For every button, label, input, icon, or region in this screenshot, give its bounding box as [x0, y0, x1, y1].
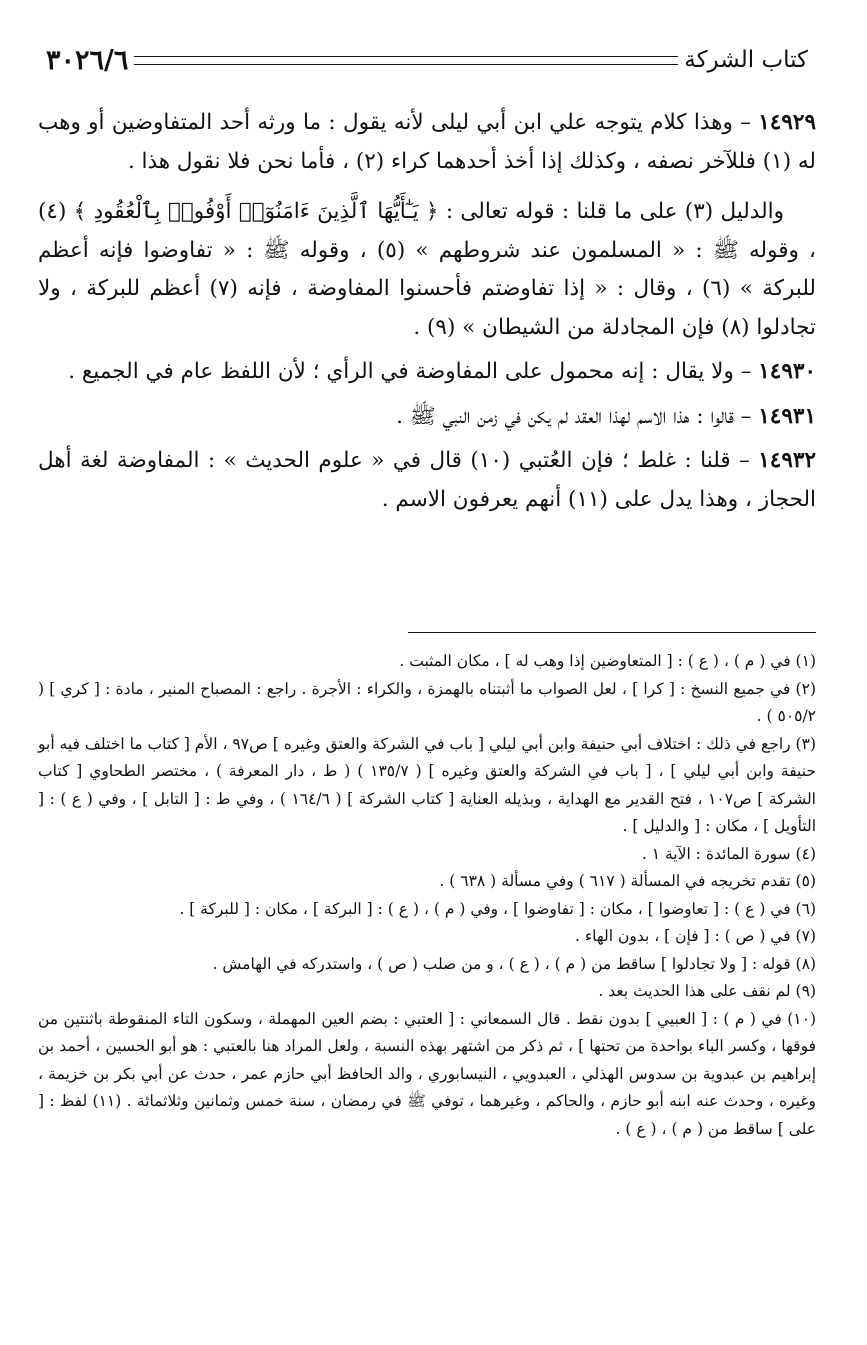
issue-number: ١٤٩٣٠ [758, 359, 816, 384]
paragraph-14930 [38, 353, 816, 392]
book-title: كتاب الشركة [684, 47, 808, 73]
footnote-6: (٦) في ( ع ) : [ تعاوضوا ] ، مكان : [ تفاوضوا ] ، وفي ( م ) ، ( ع ) : [ البركة ] ، مكان : [ للبركة ] . [179, 899, 816, 918]
footnote-3: (٣) راجع في ذلك : اختلاف أبي حنيفة وابن أبي ليلي [ باب في الشركة والعتق وغيره ] ص٩٧ ، الأم [ كتاب ما اختلف فيه أبو حنيفة وابن أبي ليلي ] ، [ باب في الشركة والعتق وغيره ] ( ١٣٥/٧ ) ( ط ، دار المعرفة ) ، مختصر الطحاوي [ كتاب الشركة ] ص١٠٧ ، فتح القدير مع الهداية ، وبذيله العناية [ كتاب الشركة ] ( ١٦٤/٦ ) ، وفي ط : [ التابل ] ، وفي ( ع ) : [ التأويل ] ، مكان : [ والدليل ] . [38, 734, 816, 835]
paragraph-text: – قالوا : هذا الاسم لهذا العقد لم يكن في زمن النبي ﷺ . [396, 403, 759, 429]
footnote-4: (٤) سورة المائدة : الآية ١ . [641, 844, 816, 863]
paragraph-14932 [38, 442, 816, 519]
paragraph-text: – قلنا : غلط ؛ فإن العُتبي (١٠) قال في « علوم الحديث » : المفاوضة لغة أهل الحجاز ، وهذا يدل على (١١) أنهم يعرفون الاسم . [38, 448, 816, 512]
paragraph-evidence [38, 193, 816, 347]
paragraph-text: والدليل (٣) على ما قلنا : قوله تعالى : ﴿ يَـٰٓأَيُّهَا ٱلَّذِينَ ءَامَنُوٓا۟ أَوْفُوا۟ بِٱلْعُقُودِ ﴾ (٤) ، وقوله ﷺ : « المسلمون عند شروطهم » (٥) ، وقوله ﷺ : « تفاوضوا فإنه أعظم للبركة » (٦) ، وقال : « إذا تفاوضتم فأحسنوا المفاوضة ، فإنه (٧) أعظم للبركة ، ولا تجادلوا (٨) فإن المجادلة من الشيطان » (٩) . [38, 199, 816, 340]
issue-number: ١٤٩٣١ [758, 403, 816, 429]
footnote-7: (٧) في ( ص ) : [ فإن ] ، بدون الهاء . [575, 927, 816, 945]
paragraph-text: – وهذا كلام يتوجه علي ابن أبي ليلى لأنه يقول : ما ورثه أحد المتفاوضين أو وهب له (١) فللآخر نصفه ، وكذلك إذا أخذ أحدهما كراء (٢) ، فأما نحن فلا نقول هذا . [38, 110, 816, 174]
footnote-8: (٨) قوله : [ ولا تجادلوا ] ساقط من ( م ) ، ( ع ) ، و من صلب ( ص ) ، واستدركه في الهامش . [212, 954, 816, 973]
issue-number: ١٤٩٣٢ [758, 448, 816, 473]
footnote-1: (١) في ( م ) ، ( ع ) : [ المتعاوضين إذا وهب له ] ، مكان المثبت . [399, 652, 816, 670]
paragraph-text: – ولا يقال : إنه محمول على المفاوضة في الرأي ؛ لأن اللفظ عام في الجميع . [68, 359, 759, 384]
paragraph-14931 [38, 398, 816, 437]
paragraph-14929 [38, 104, 816, 181]
footnote-separator [408, 632, 816, 633]
header-rule [134, 56, 678, 65]
footnote-2: (٢) في جميع النسخ : [ كرا ] ، لعل الصواب ما أثبتناه بالهمزة ، والكراء : الأجرة . راجع : المصباح المنير ، مادة : [ كري ] ( ٥٠٥/٢ ) . [38, 679, 816, 725]
main-text [38, 104, 816, 525]
footnotes [38, 648, 816, 1143]
footnote-9: (٩) لم نقف على هذا الحديث بعد . [598, 982, 816, 1000]
footnote-5: (٥) تقدم تخريجه في المسألة ( ٦١٧ ) وفي مسألة ( ٦٣٨ ) . [439, 872, 816, 890]
page-header [38, 40, 816, 80]
footnote-10-11: (١٠) في ( م ) : [ العبيي ] بدون نقط . قال السمعاني : [ العتبي : بضم العين المهملة ، وسكون التاء المنقوطة باثنتين من فوقها ، وكسر الباء بواحدة من تحتها ] ، ثم ذكر من اشتهر بهذه النسبة ، ولعل المراد هنا بالعتبي : هو أبو الحسين ، أحمد بن إبراهيم بن عبدوية بن سدوس الهذلي ، العبدويي ، النيسابوري ، والد الحافظ أبي حازم عمر ، حدث عن أبي بكر بن خزيمة ، وغيره ، وحدث عنه ابنه أبو حازم ، والحاكم ، وغيرهما ، توفي ﷺ في رمضان ، سنة خمس وثمانين وثلاثمائة . (١١) لفظ : [ على ] ساقط من ( م ) ، ( ع ) . [38, 1009, 816, 1138]
issue-number: ١٤٩٢٩ [758, 110, 816, 135]
page-number: ٣٠٢٦/٦ [46, 44, 129, 76]
